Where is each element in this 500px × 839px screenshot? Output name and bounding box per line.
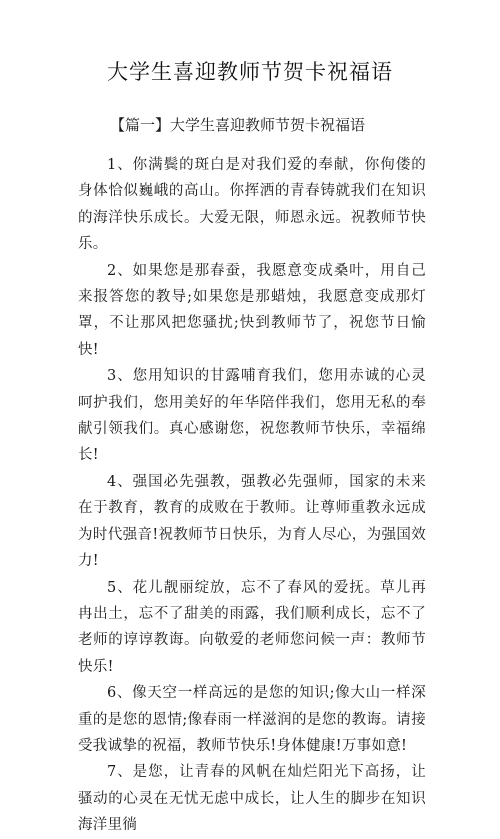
paragraph-6: 6、像天空一样高远的是您的知识;像大山一样深重的是您的恩情;像春雨一样滋润的是您的教诲。请接受我诚挚的祝福，教师节快乐!身体健康!万事如意! bbox=[78, 685, 426, 754]
paragraph-1: 1、你满鬓的斑白是对我们爱的奉献，你佝偻的身体恰似巍峨的高山。你挥洒的青春铸就我们在知识的海洋快乐成长。大爱无限，师恩永远。祝教师节快乐。 bbox=[78, 157, 426, 253]
paragraph-5: 5、花儿靓丽绽放，忘不了春风的爱抚。草儿再冉出土，忘不了甜美的雨露，我们顺利成长，忘不了老师的谆谆教诲。向敬爱的老师您问候一声：教师节快乐! bbox=[78, 579, 426, 675]
section-heading: 【篇一】大学生喜迎教师节贺卡祝福语 bbox=[110, 116, 366, 134]
paragraph-2: 2、如果您是那春蚕，我愿意变成桑叶，用自己来报答您的教导;如果您是那蜡烛，我愿意变成那灯罩，不让那风把您骚扰;快到教师节了，祝您节日愉快! bbox=[78, 262, 426, 358]
paragraph-4: 4、强国必先强教，强教必先强师，国家的未来在于教育，教育的成败在于教师。让尊师重教永远成为时代强音!祝教师节日快乐，为育人尽心，为强国效力! bbox=[78, 473, 426, 570]
paragraph-3: 3、您用知识的甘露哺育我们，您用赤诚的心灵呵护我们，您用美好的年华陪伴我们，您用无私的奉献引领我们。真心感谢您，祝您教师节快乐，幸福绵长! bbox=[78, 368, 426, 464]
document-title: 大学生喜迎教师节贺卡祝福语 bbox=[107, 60, 393, 84]
document-body bbox=[78, 152, 426, 839]
paragraph-7: 7、是您，让青春的风帆在灿烂阳光下高扬，让骚动的心灵在无忧无虑中成长，让人生的脚步在知识海洋里徜 bbox=[78, 764, 426, 834]
